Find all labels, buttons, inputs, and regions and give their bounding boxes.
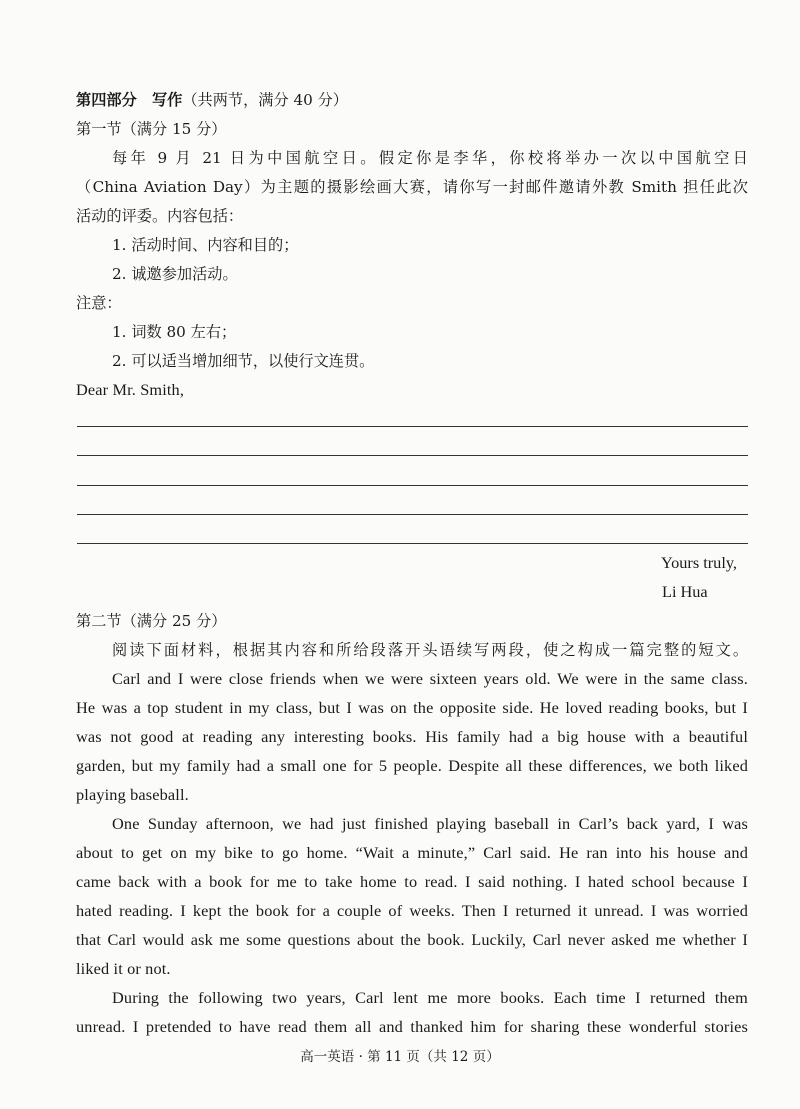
section1-title: 第一节（满分 15 分） [76,120,227,138]
part4-heading [76,90,748,110]
passage-line: garden, but my family had a small one for 5 people. Despite all these differences, we both liked [76,756,748,775]
section1-prompt-line: 每年 9 月 21 日为中国航空日。假定你是李华，你校将举办一次以中国航空日 [112,149,748,167]
section1-prompt-line: 活动的评委。内容包括： [76,207,244,225]
section1-prompt-line: （China Aviation Day）为主题的摄影绘画大赛，请你写一封邮件邀请外教 Smith 担任此次 [76,178,748,196]
part4-heading-title: 第四部分 写作 [76,91,183,109]
note-item: 1. 词数 80 左右； [112,323,237,341]
answer-line [77,485,748,486]
answer-line [77,514,748,515]
content-item: 1. 活动时间、内容和目的； [112,236,299,254]
part4-heading-score: （共两节，满分 40 分） [182,91,348,109]
passage-line: came back with a book for me to take home to read. I said nothing. I hated school because I [76,872,748,891]
section2-instruction: 阅读下面材料，根据其内容和所给段落开头语续写两段，使之构成一篇完整的短文。 [112,641,748,659]
passage-line: Carl and I were close friends when we were sixteen years old. We were in the same class. [112,669,748,688]
notes-label: 注意： [76,294,122,312]
passage-line: was not good at reading any interesting books. His family had a big house with a beautiful [76,727,748,746]
note-item: 2. 可以适当增加细节，以使行文连贯。 [112,352,375,370]
page-footer: 高一英语 · 第 11 页（共 12 页） [300,1049,500,1065]
letter-closing: Yours truly, [661,553,737,572]
passage-line: One Sunday afternoon, we had just finished playing baseball in Carl’s back yard, I was [112,814,748,833]
section2-title: 第二节（满分 25 分） [76,612,227,630]
passage-line: unread. I pretended to have read them all and thanked him for sharing these wonderful stories [76,1017,748,1036]
answer-line [77,426,748,427]
passage-line: liked it or not. [76,959,171,978]
passage-line: playing baseball. [76,785,189,804]
passage-line: about to get on my bike to go home. “Wait a minute,” Carl said. He ran into his house and [76,843,748,862]
passage-line: He was a top student in my class, but I was on the opposite side. He loved reading books, but I [76,698,748,717]
letter-greeting: Dear Mr. Smith, [76,380,185,399]
passage-line: hated reading. I kept the book for a couple of weeks. Then I returned it unread. I was worried [76,901,748,920]
content-item: 2. 诚邀参加活动。 [112,265,238,283]
passage-line: During the following two years, Carl lent me more books. Each time I returned them [112,988,748,1007]
answer-line [77,543,748,544]
passage-line: that Carl would ask me some questions about the book. Luckily, Carl never asked me whether I [76,930,748,949]
letter-signature: Li Hua [662,582,708,601]
answer-line [77,455,748,456]
